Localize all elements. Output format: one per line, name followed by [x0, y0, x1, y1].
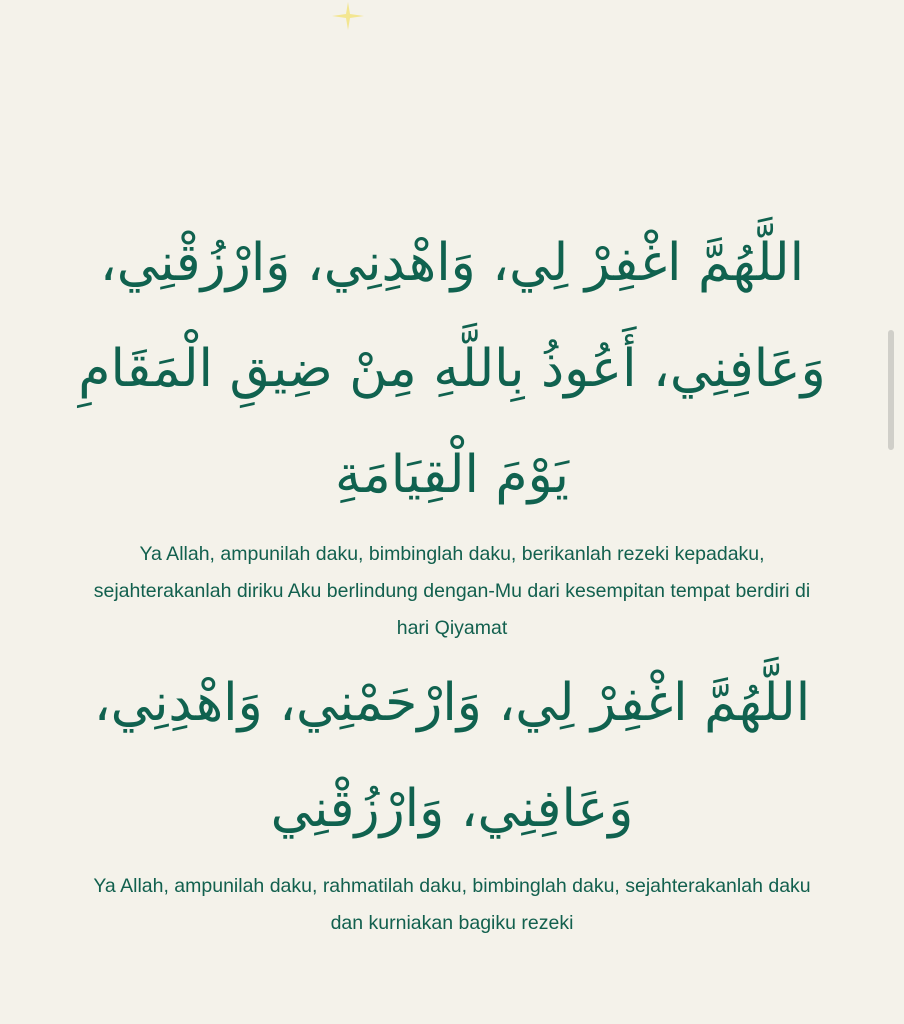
- prayer-1-arabic: اللَّهُمَّ اغْفِرْ لِي، وَاهْدِنِي، وَارْزُقْنِي، وَعَافِنِي، أَعُوذُ بِاللَّهِ مِنْ ضِيقِ الْمَقَامِ يَوْمَ الْقِيَامَةِ: [78, 233, 826, 505]
- scrollbar-thumb[interactable]: [888, 330, 894, 450]
- prayer-2-arabic: اللَّهُمَّ اغْفِرْ لِي، وَارْحَمْنِي، وَاهْدِنِي، وَعَافِنِي، وَارْزُقْنِي: [93, 673, 811, 839]
- scrollbar[interactable]: [888, 320, 896, 460]
- prayer-2-translation: Ya Allah, ampunilah daku, rahmatilah daku, bimbinglah daku, sejahterakanlah daku dan kurniakan bagiku rezeki: [93, 875, 811, 934]
- sparkle-icon: [330, 0, 366, 32]
- prayer-1-translation: Ya Allah, ampunilah daku, bimbinglah daku, berikanlah rezeki kepadaku, sejahterakanlah diriku Aku berlindung dengan-Mu dari kesempitan tempat berdiri di hari Qiyamat: [93, 543, 811, 639]
